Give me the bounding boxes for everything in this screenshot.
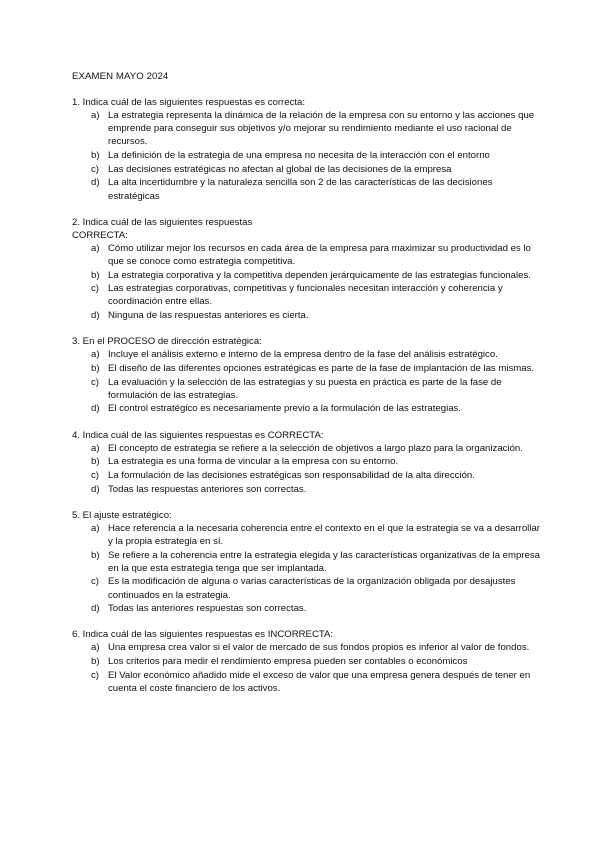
question-list xyxy=(72,96,540,695)
answer-option xyxy=(72,362,540,375)
option-letter: d) xyxy=(91,603,100,615)
option-letter: b) xyxy=(91,150,100,162)
question-stem: 1. Indica cuál de las siguientes respuestas es correcta: xyxy=(72,97,306,109)
answer-option xyxy=(72,149,540,162)
answer-option xyxy=(72,309,540,322)
answer-option xyxy=(72,348,540,361)
option-letter: c) xyxy=(91,576,99,588)
question-5 xyxy=(72,509,540,616)
answer-option xyxy=(72,109,540,148)
option-text: Todas las anteriores respuestas son correctas. xyxy=(108,603,307,615)
option-letter: b) xyxy=(91,456,100,468)
option-list xyxy=(72,109,540,202)
question-stem: 4. Indica cuál de las siguientes respuestas es CORRECTA: xyxy=(72,429,324,441)
question-1 xyxy=(72,96,540,203)
option-text: El Valor económico añadido mide el exceso de valor que una empresa genera después de tener en cuenta el coste financiero de los activos. xyxy=(108,669,531,694)
option-letter: d) xyxy=(91,177,100,189)
answer-option xyxy=(72,269,540,282)
answer-option xyxy=(72,575,540,601)
question-stem: 3. En el PROCESO de dirección estratégica: xyxy=(72,336,262,348)
question-stem: 2. Indica cuál de las siguientes respuestas xyxy=(72,216,253,228)
answer-option xyxy=(72,641,540,654)
option-text: La formulación de las decisiones estratégicas son responsabilidad de la alta dirección. xyxy=(108,469,475,481)
option-text: Cómo utilizar mejor los recursos en cada área de la empresa para maximizar su productividad es lo que se conoce como estrategia competitiva. xyxy=(108,242,531,267)
option-text: Ninguna de las respuestas anteriores es cierta. xyxy=(108,310,309,322)
option-letter: c) xyxy=(91,376,99,388)
answer-option xyxy=(72,242,540,268)
option-text: Todas las respuestas anteriores son correctas. xyxy=(108,483,307,495)
option-list xyxy=(72,442,540,496)
option-list xyxy=(72,522,540,615)
answer-option xyxy=(72,602,540,615)
option-letter: c) xyxy=(91,163,99,175)
option-letter: d) xyxy=(91,403,100,415)
option-text: Las estrategias corporativas, competitivas y funcionales necesitan interacción y coherencia y coordinación entre ellas. xyxy=(108,283,503,308)
option-list xyxy=(72,348,540,415)
option-letter: a) xyxy=(91,522,100,534)
question-3 xyxy=(72,335,540,415)
question-4 xyxy=(72,429,540,496)
option-text: Los criterios para medir el rendimiento empresa pueden ser contables o económicos xyxy=(108,656,468,668)
question-stem: 5. El ajuste estratégico: xyxy=(72,509,172,521)
option-text: La evaluación y la selección de las estrategias y su puesta en práctica es parte de la fase de formulación de las estrategias. xyxy=(108,376,502,401)
option-text: Se refiere a la coherencia entre la estrategia elegida y las características organizativas de la empresa en la que esta estrategia tenga que ser implantada. xyxy=(108,549,540,574)
option-letter: d) xyxy=(91,483,100,495)
option-text: Una empresa crea valor si el valor de mercado de sus fondos propios es inferior al valor de fondos. xyxy=(108,642,530,654)
answer-option xyxy=(72,655,540,668)
answer-option xyxy=(72,469,540,482)
option-text: Las decisiones estratégicas no afectan al global de las decisiones de la empresa xyxy=(108,163,452,175)
option-letter: b) xyxy=(91,269,100,281)
option-text: La estrategia es una forma de vincular a la empresa con su entorno. xyxy=(108,456,399,468)
option-text: Incluye el análisis externo e interno de la empresa dentro de la fase del análisis estratégico. xyxy=(108,349,498,361)
option-text: La estrategia corporativa y la competitiva dependen jerárquicamente de las estrategias funcionales. xyxy=(108,269,531,281)
option-letter: a) xyxy=(91,349,100,361)
option-letter: c) xyxy=(91,469,99,481)
question-stem-continuation: CORRECTA: xyxy=(72,229,128,241)
option-text: El diseño de las diferentes opciones estratégicas es parte de la fase de implantación de las mismas. xyxy=(108,362,535,374)
option-letter: a) xyxy=(91,442,100,454)
option-text: El control estratégico es necesariamente previo a la formulación de las estrategias. xyxy=(108,403,462,415)
answer-option xyxy=(72,483,540,496)
option-letter: a) xyxy=(91,110,100,122)
answer-option xyxy=(72,522,540,548)
option-letter: c) xyxy=(91,669,99,681)
option-text: Hace referencia a la necesaria coherencia entre el contexto en el que la estrategia se va a desarrollar y la propia estrategia en sí. xyxy=(108,522,540,547)
option-letter: a) xyxy=(91,642,100,654)
option-text: Es la modificación de alguna o varias características de la organización obligada por desajustes continuados en la estrategia. xyxy=(108,576,516,601)
answer-option xyxy=(72,455,540,468)
option-letter: b) xyxy=(91,362,100,374)
answer-option xyxy=(72,282,540,308)
answer-option xyxy=(72,163,540,176)
option-text: La estrategia representa la dinámica de la relación de la empresa con su entorno y las acciones que emprende para conseguir sus objetivos y/o mejorar su rendimiento mediante el uso racional de recursos. xyxy=(108,110,535,148)
option-list xyxy=(72,641,540,695)
option-text: La definición de la estrategia de una empresa no necesita de la interacción con el entorno xyxy=(108,150,490,162)
answer-option xyxy=(72,549,540,575)
answer-option xyxy=(72,376,540,402)
question-6 xyxy=(72,628,540,695)
option-letter: b) xyxy=(91,656,100,668)
answer-option xyxy=(72,442,540,455)
option-letter: a) xyxy=(91,242,100,254)
answer-option xyxy=(72,176,540,202)
option-text: La alta incertidumbre y la naturaleza sencilla son 2 de las características de las decisiones estratégicas xyxy=(108,177,493,202)
option-list xyxy=(72,242,540,322)
answer-option xyxy=(72,669,540,695)
option-text: El concepto de estrategia se refiere a la selección de objetivos a largo plazo para la organización. xyxy=(108,442,523,454)
option-letter: d) xyxy=(91,310,100,322)
answer-option xyxy=(72,402,540,415)
exam-title: EXAMEN MAYO 2024 xyxy=(72,71,169,82)
question-2 xyxy=(72,216,540,323)
option-letter: b) xyxy=(91,549,100,561)
question-stem: 6. Indica cuál de las siguientes respuestas es INCORRECTA: xyxy=(72,629,334,641)
option-letter: c) xyxy=(91,283,99,295)
